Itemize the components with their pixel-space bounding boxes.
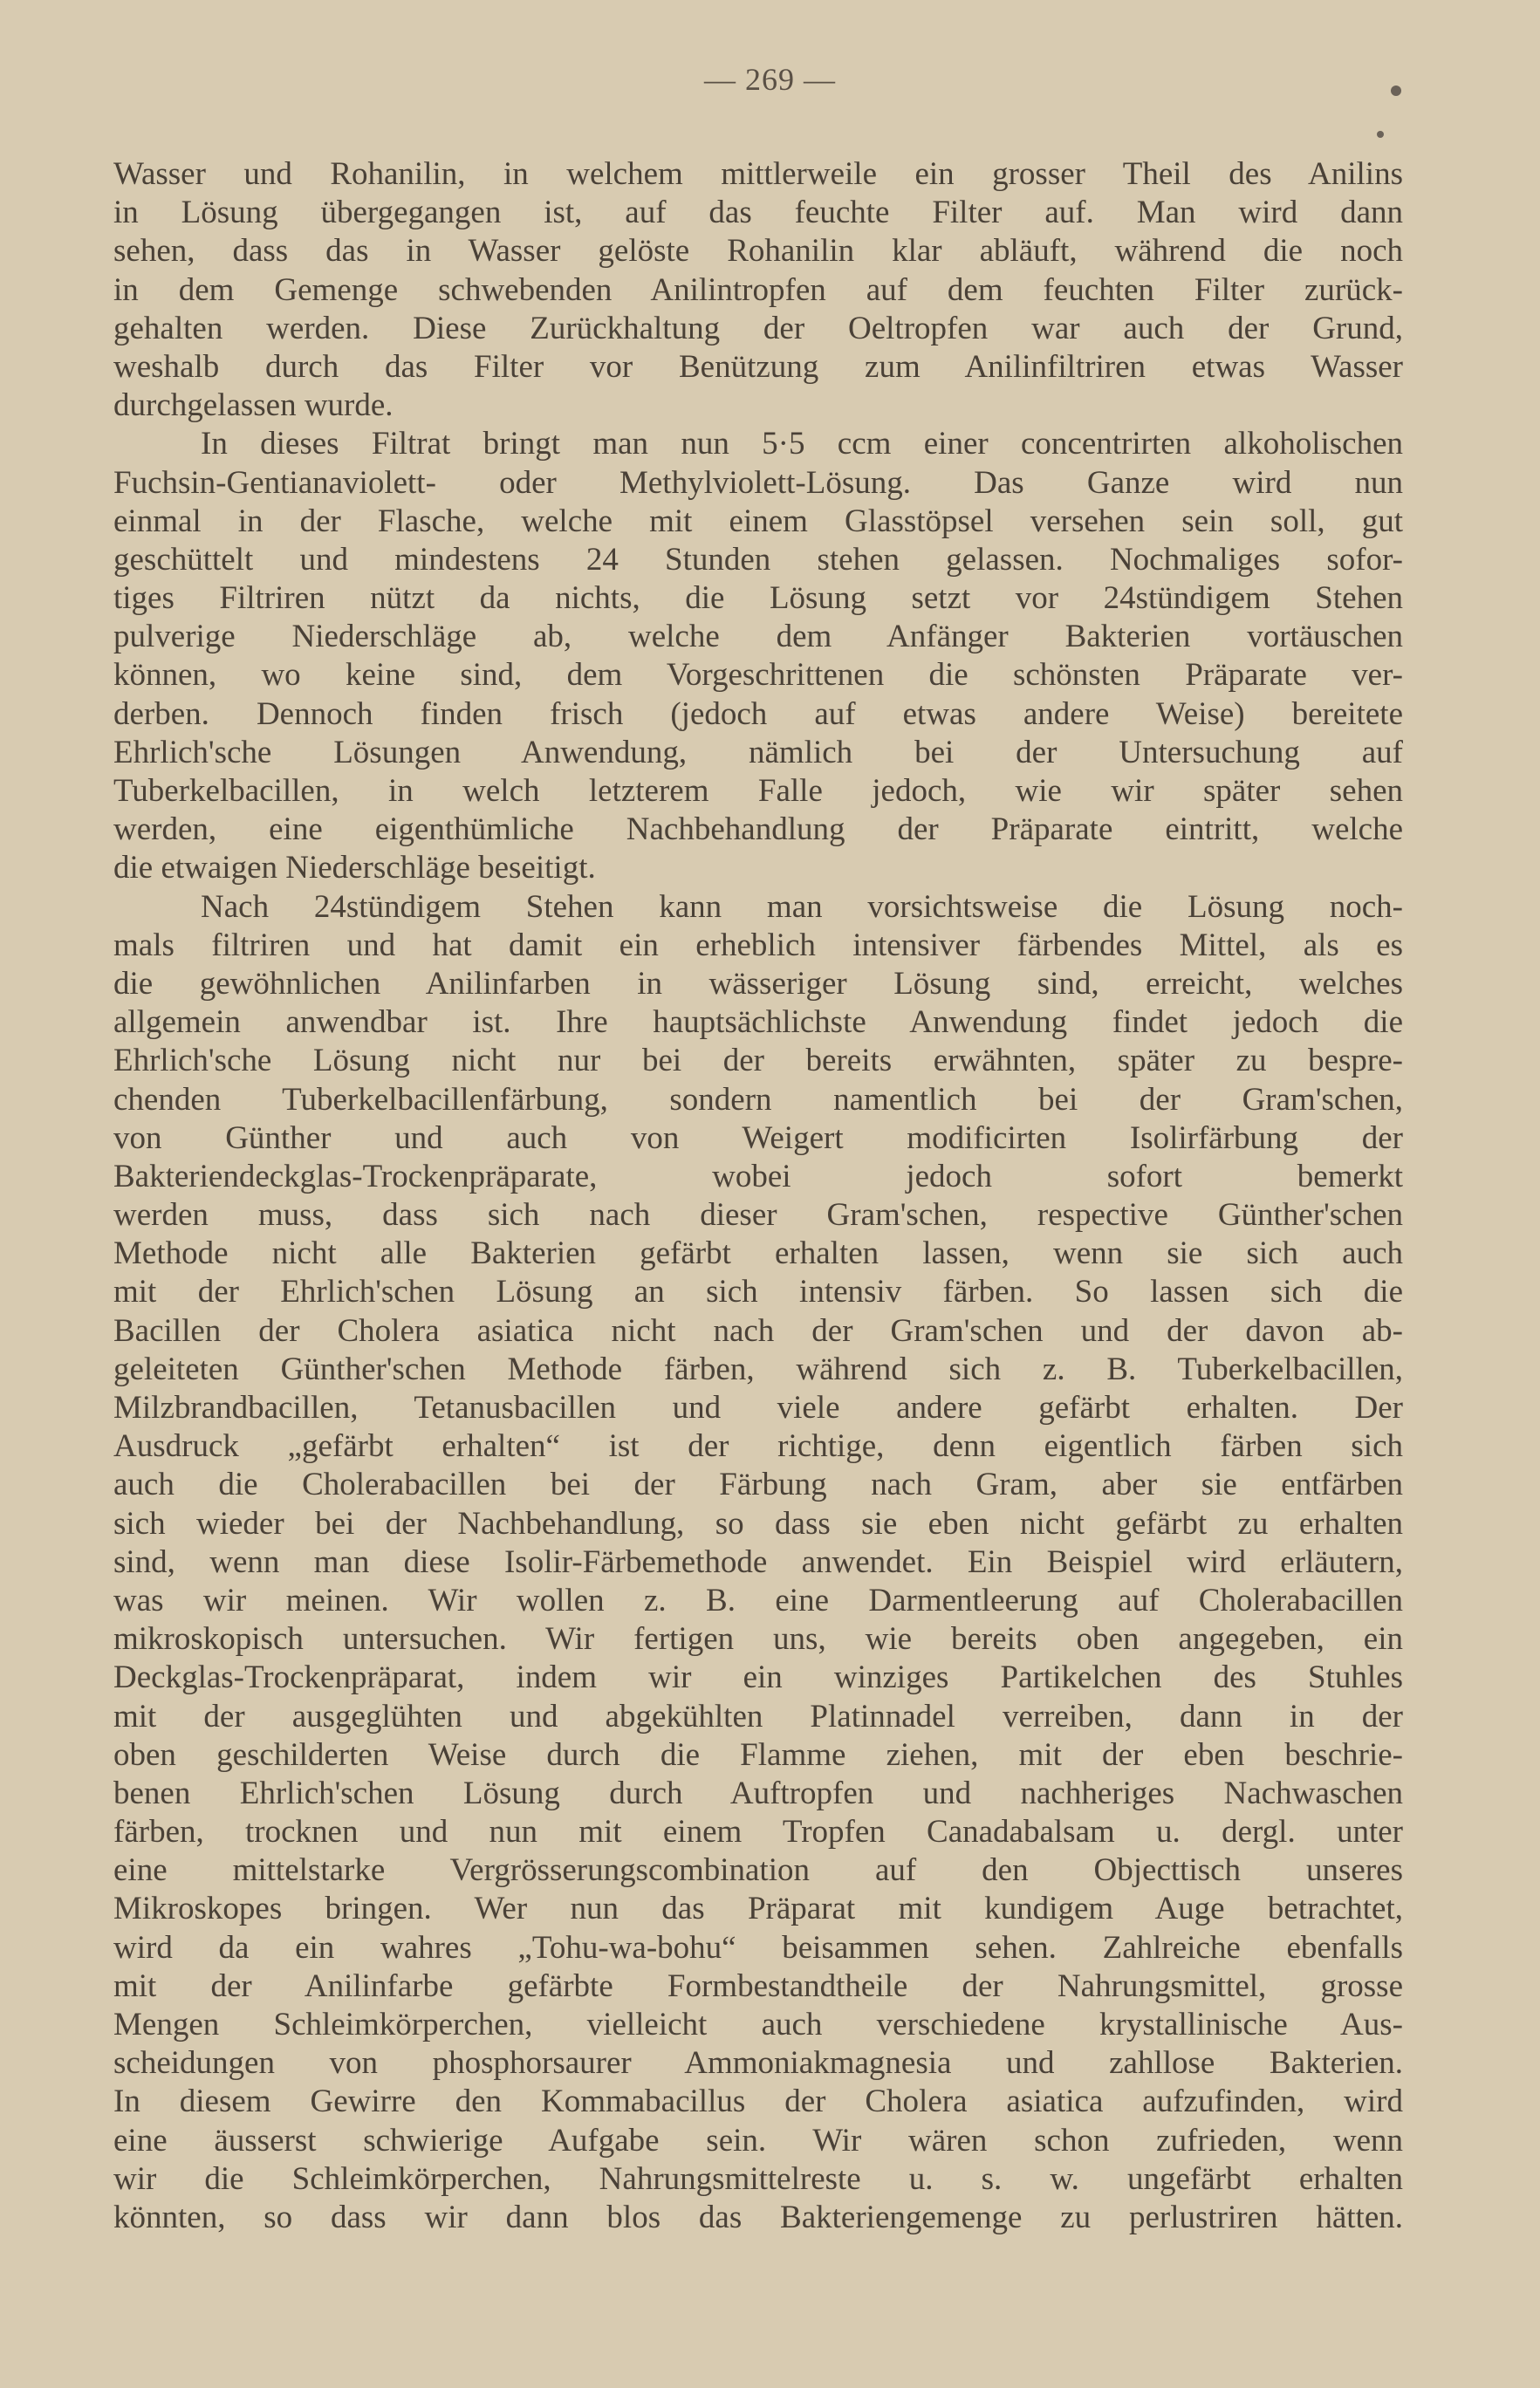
text-line: In dieses Filtrat bringt man nun 5·5 ccm einer concentrirten alkoholischen	[201, 426, 1403, 462]
text-line: durchgelassen wurde.	[113, 387, 394, 424]
text-line: einmal in der Flasche, welche mit einem Glasstöpsel versehen sein soll, gut	[113, 503, 1403, 539]
text-line: Ehrlich'sche Lösung nicht nur bei der bereits erwähnten, später zu bespre-	[113, 1043, 1403, 1079]
text-line: scheidungen von phosphorsaurer Ammoniakmagnesia und zahllose Bakterien.	[113, 2045, 1403, 2082]
text-line: Bakteriendeckglas-Trockenpräparate, wobei jedoch sofort bemerkt	[113, 1158, 1403, 1194]
text-line: die etwaigen Niederschläge beseitigt.	[113, 850, 596, 886]
text-line: die gewöhnlichen Anilinfarben in wässeriger Lösung sind, erreicht, welches	[113, 965, 1403, 1002]
text-line: mikroskopisch untersuchen. Wir fertigen uns, wie bereits oben angegeben, ein	[113, 1621, 1403, 1658]
text-line: wir die Schleimkörperchen, Nahrungsmittelreste u. s. w. ungefärbt erhalten	[113, 2160, 1403, 2197]
text-line: gehalten werden. Diese Zurückhaltung der Oeltropfen war auch der Grund,	[113, 310, 1403, 346]
ink-speck	[1377, 131, 1384, 138]
text-line: In diesem Gewirre den Kommabacillus der Cholera asiatica aufzufinden, wird	[113, 2084, 1403, 2120]
text-line: werden muss, dass sich nach dieser Gram'schen, respective Günther'schen	[113, 1197, 1403, 1234]
text-line: Mengen Schleimkörperchen, vielleicht auch verschiedene krystallinische Aus-	[113, 2007, 1403, 2042]
text-line: was wir meinen. Wir wollen z. B. eine Darmentleerung auf Cholerabacillen	[113, 1582, 1403, 1618]
text-line: von Günther und auch von Weigert modificirten Isolirfärbung der	[113, 1119, 1403, 1156]
text-line: weshalb durch das Filter vor Benützung zum Anilinfiltriren etwas Wasser	[113, 348, 1403, 385]
text-line: allgemein anwendbar ist. Ihre hauptsächlichste Anwendung findet jedoch die	[113, 1004, 1403, 1041]
page-number: — 269 —	[704, 62, 836, 97]
body-text	[113, 155, 1403, 2237]
text-line: Ausdruck „gefärbt erhalten“ ist der richtige, denn eigentlich färben sich	[113, 1428, 1403, 1465]
text-line: geschüttelt und mindestens 24 Stunden stehen gelassen. Nochmaliges sofor-	[113, 541, 1403, 578]
text-line: chenden Tuberkelbacillenfärbung, sondern namentlich bei der Gram'schen,	[113, 1081, 1403, 1118]
text-line: sehen, dass das in Wasser gelöste Rohanilin klar abläuft, während die noch	[113, 233, 1403, 270]
text-line: Wasser und Rohanilin, in welchem mittlerweile ein grosser Theil des Anilins	[113, 156, 1403, 192]
text-line: sich wieder bei der Nachbehandlung, so dass sie eben nicht gefärbt zu erhalten	[113, 1505, 1403, 1542]
text-line: in Lösung übergegangen ist, auf das feuchte Filter auf. Man wird dann	[113, 195, 1403, 231]
text-line: derben. Dennoch finden frisch (jedoch auf etwas andere Weise) bereitete	[113, 695, 1403, 732]
text-line: Methode nicht alle Bakterien gefärbt erhalten lassen, wenn sie sich auch	[113, 1235, 1403, 1272]
text-line: könnten, so dass wir dann blos das Bakteriengemenge zu perlustriren hätten.	[113, 2199, 1403, 2235]
text-line: tiges Filtriren nützt da nichts, die Lösung setzt vor 24stündigem Stehen	[113, 580, 1403, 617]
text-line: auch die Cholerabacillen bei der Färbung nach Gram, aber sie entfärben	[113, 1467, 1403, 1503]
ink-speck	[1391, 86, 1401, 96]
text-line: mals filtriren und hat damit ein erheblich intensiver färbendes Mittel, als es	[113, 927, 1403, 963]
text-line: Milzbrandbacillen, Tetanusbacillen und viele andere gefärbt erhalten. Der	[113, 1390, 1403, 1426]
text-line: Ehrlich'sche Lösungen Anwendung, nämlich bei der Untersuchung auf	[113, 734, 1403, 770]
text-line: mit der Anilinfarbe gefärbte Formbestandtheile der Nahrungsmittel, grosse	[113, 1967, 1403, 2004]
text-line: in dem Gemenge schwebenden Anilintropfen auf dem feuchten Filter zurück-	[113, 271, 1403, 308]
text-line: geleiteten Günther'schen Methode färben, während sich z. B. Tuberkelbacillen,	[113, 1351, 1403, 1387]
text-line: wird da ein wahres „Tohu-wa-bohu“ beisammen sehen. Zahlreiche ebenfalls	[113, 1929, 1403, 1966]
text-line: Mikroskopes bringen. Wer nun das Präparat mit kundigem Auge betrachtet,	[113, 1891, 1403, 1927]
text-line: Fuchsin-Gentianaviolett- oder Methylviolett-Lösung. Das Ganze wird nun	[113, 464, 1403, 501]
text-line: pulverige Niederschläge ab, welche dem Anfänger Bakterien vortäuschen	[113, 619, 1403, 655]
text-line: benen Ehrlich'schen Lösung durch Auftropfen und nachheriges Nachwaschen	[113, 1775, 1403, 1811]
text-line: eine mittelstarke Vergrösserungscombination auf den Objecttisch unseres	[113, 1852, 1403, 1889]
text-line: mit der ausgeglühten und abgekühlten Platinnadel verreiben, dann in der	[113, 1698, 1403, 1735]
text-line: können, wo keine sind, dem Vorgeschrittenen die schönsten Präparate ver-	[113, 657, 1403, 694]
text-line: eine äusserst schwierige Aufgabe sein. Wir wären schon zufrieden, wenn	[113, 2122, 1403, 2159]
text-line: sind, wenn man diese Isolir-Färbemethode anwendet. Ein Beispiel wird erläutern,	[113, 1543, 1403, 1580]
text-line: Tuberkelbacillen, in welch letzterem Falle jedoch, wie wir später sehen	[113, 773, 1403, 809]
text-line: werden, eine eigenthümliche Nachbehandlung der Präparate eintritt, welche	[113, 811, 1403, 848]
text-line: Nach 24stündigem Stehen kann man vorsichtsweise die Lösung noch-	[201, 888, 1403, 925]
text-line: Deckglas-Trockenpräparat, indem wir ein winziges Partikelchen des Stuhles	[113, 1659, 1403, 1696]
text-line: oben geschilderten Weise durch die Flamme ziehen, mit der eben beschrie-	[113, 1736, 1403, 1773]
text-line: mit der Ehrlich'schen Lösung an sich intensiv färben. So lassen sich die	[113, 1274, 1403, 1310]
text-line: Bacillen der Cholera asiatica nicht nach der Gram'schen und der davon ab-	[113, 1312, 1403, 1349]
text-line: färben, trocknen und nun mit einem Tropfen Canadabalsam u. dergl. unter	[113, 1814, 1403, 1851]
